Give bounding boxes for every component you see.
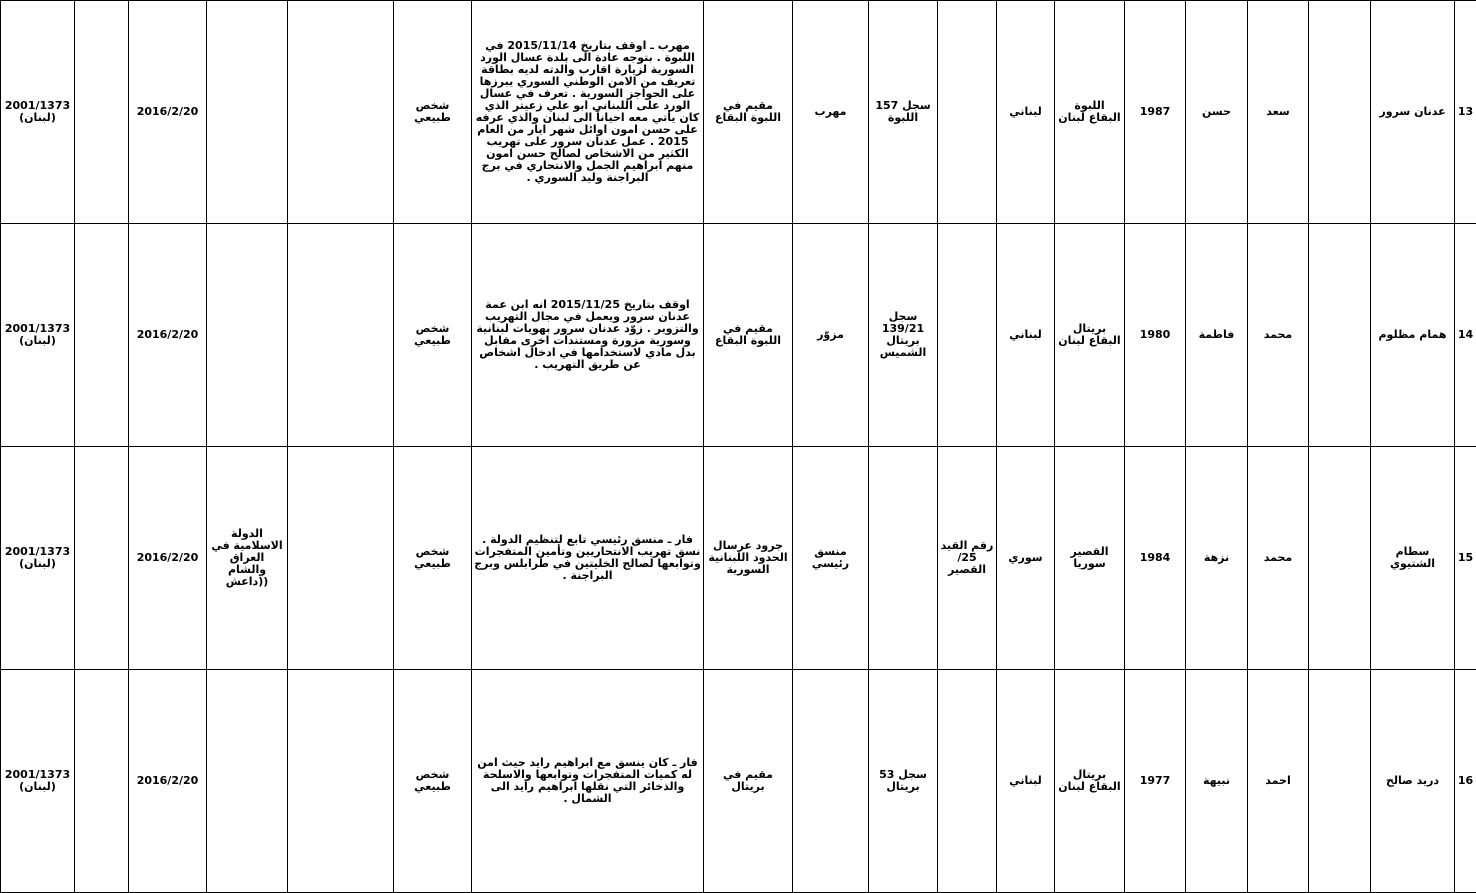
- mother-name-cell: نبيهة: [1186, 670, 1248, 893]
- row-number-cell: 15: [1455, 447, 1476, 670]
- mother-name-cell: فاطمة: [1186, 224, 1248, 447]
- registry-cell: [869, 447, 938, 670]
- group-cell: [207, 1, 288, 224]
- registry-number-cell: رقم القيد 25/القصير: [938, 447, 997, 670]
- registry-cell: سجل 157 اللبوة: [869, 1, 938, 224]
- group-cell: [207, 670, 288, 893]
- role-cell: مهرب: [793, 1, 869, 224]
- birth-year-cell: 1980: [1125, 224, 1186, 447]
- blank-cell: [75, 1, 129, 224]
- nationality-cell: لبناني: [997, 1, 1055, 224]
- birthplace-cell: بريتال البقاع لبنان: [1055, 224, 1125, 447]
- registry-number-cell: [938, 670, 997, 893]
- birthplace-cell: بريتال البقاع لبنان: [1055, 670, 1125, 893]
- registry-cell: سجل 53 بريتال: [869, 670, 938, 893]
- row-number-cell: 14: [1455, 224, 1476, 447]
- residence-cell: مقيم في اللبوة البقاع: [704, 224, 793, 447]
- table-row: [1, 1, 1476, 224]
- entity-type-cell: شخص طبيعي: [394, 670, 472, 893]
- role-cell: [793, 670, 869, 893]
- blank-cell: [1309, 224, 1371, 447]
- blank-cell: [1309, 670, 1371, 893]
- blank-cell: [75, 447, 129, 670]
- date-cell: 2016/2/20: [129, 1, 207, 224]
- registry-number-cell: [938, 224, 997, 447]
- description-cell: مهرب ـ اوقف بتاريخ 2015/11/14 في اللبوة . بتوجه عادة الى بلدة عسال الورد السورية لزيارة اقارب والدته لديه بطاقة تعريف من الامن الوطني السوري يبرزها على الحواجز السورية . تعرف في عسال الورد على اللبناني ابو علي زعيتر الذي كان يأتي معه احياناً الى لبنان والذي عرفه على حسن امون اوائل شهر ايار من العام 2015 . عمل عدنان سرور على تهريب الكثير من الاشخاص لصالح حسن امون منهم ابراهيم الجمل والانتحاري في برج البراجنة وليد السوري .: [472, 1, 704, 224]
- blank-cell: [288, 670, 394, 893]
- blank-cell: [1309, 447, 1371, 670]
- mother-name-cell: حسن: [1186, 1, 1248, 224]
- description-cell: فار ـ كان ينسق مع ابراهيم رايد حيث امن له كميات المتفجرات وتوابعها والاسلحة والذخائر التي نقلها ابراهيم رايد الى الشمال .: [472, 670, 704, 893]
- registry-cell: سجل 139/21 بريتال الشميس: [869, 224, 938, 447]
- birth-year-cell: 1977: [1125, 670, 1186, 893]
- blank-cell: [288, 447, 394, 670]
- table-row: [1, 447, 1476, 670]
- birth-year-cell: 1984: [1125, 447, 1186, 670]
- blank-cell: [1309, 1, 1371, 224]
- residence-cell: جرود عرسال الحدود اللبنانية السورية: [704, 447, 793, 670]
- role-cell: منسق رئيسي: [793, 447, 869, 670]
- birth-year-cell: 1987: [1125, 1, 1186, 224]
- date-cell: 2016/2/20: [129, 670, 207, 893]
- entity-type-cell: شخص طبيعي: [394, 1, 472, 224]
- nationality-cell: سوري: [997, 447, 1055, 670]
- date-cell: 2016/2/20: [129, 224, 207, 447]
- row-number-cell: 16: [1455, 670, 1476, 893]
- full-name-cell: سطام الشتيوي: [1371, 447, 1455, 670]
- table-row: [1, 670, 1476, 893]
- registry-number-cell: [938, 1, 997, 224]
- entity-type-cell: شخص طبيعي: [394, 224, 472, 447]
- full-name-cell: عدنان سرور: [1371, 1, 1455, 224]
- description-cell: فار ـ منسق رئيسي تابع لتنظيم الدولة . نسق تهريب الانتحاريين وتأمين المتفجرات وتوابعها لصالح الخليتين في طرابلس وبرج البراجنة .: [472, 447, 704, 670]
- residence-cell: مقيم في بريتال: [704, 670, 793, 893]
- nationality-cell: لبناني: [997, 224, 1055, 447]
- date-cell: 2016/2/20: [129, 447, 207, 670]
- description-cell: اوقف بتاريخ 2015/11/25 انه ابن عمة عدنان سرور ويعمل في مجال التهريب والتزوير . زوّد عدنان سرور بهويات لبنانية وسورية مزورة ومستندات اخرى مقابل بدل مادي لاستخدامها في ادخال اشخاص عن طريق التهريب .: [472, 224, 704, 447]
- blank-cell: [288, 224, 394, 447]
- nationality-cell: لبناني: [997, 670, 1055, 893]
- mother-name-cell: نزهة: [1186, 447, 1248, 670]
- reference-cell: 2001/1373 (لبنان): [1, 224, 75, 447]
- role-cell: مزوّر: [793, 224, 869, 447]
- reference-cell: 2001/1373 (لبنان): [1, 447, 75, 670]
- row-number-cell: 13: [1455, 1, 1476, 224]
- father-name-cell: محمد: [1248, 224, 1309, 447]
- residence-cell: مقيم في اللبوة البقاع: [704, 1, 793, 224]
- reference-cell: 2001/1373 (لبنان): [1, 1, 75, 224]
- entity-type-cell: شخص طبيعي: [394, 447, 472, 670]
- blank-cell: [75, 224, 129, 447]
- blank-cell: [75, 670, 129, 893]
- father-name-cell: سعد: [1248, 1, 1309, 224]
- group-cell: الدولة الاسلامية في العراق والشام ((داعش: [207, 447, 288, 670]
- blank-cell: [288, 1, 394, 224]
- birthplace-cell: اللبوة البقاع لبنان: [1055, 1, 1125, 224]
- group-cell: [207, 224, 288, 447]
- table-row: [1, 224, 1476, 447]
- full-name-cell: همام مظلوم: [1371, 224, 1455, 447]
- birthplace-cell: القصير سوريا: [1055, 447, 1125, 670]
- full-name-cell: دريد صالح: [1371, 670, 1455, 893]
- reference-cell: 2001/1373 (لبنان): [1, 670, 75, 893]
- father-name-cell: محمد: [1248, 447, 1309, 670]
- father-name-cell: احمد: [1248, 670, 1309, 893]
